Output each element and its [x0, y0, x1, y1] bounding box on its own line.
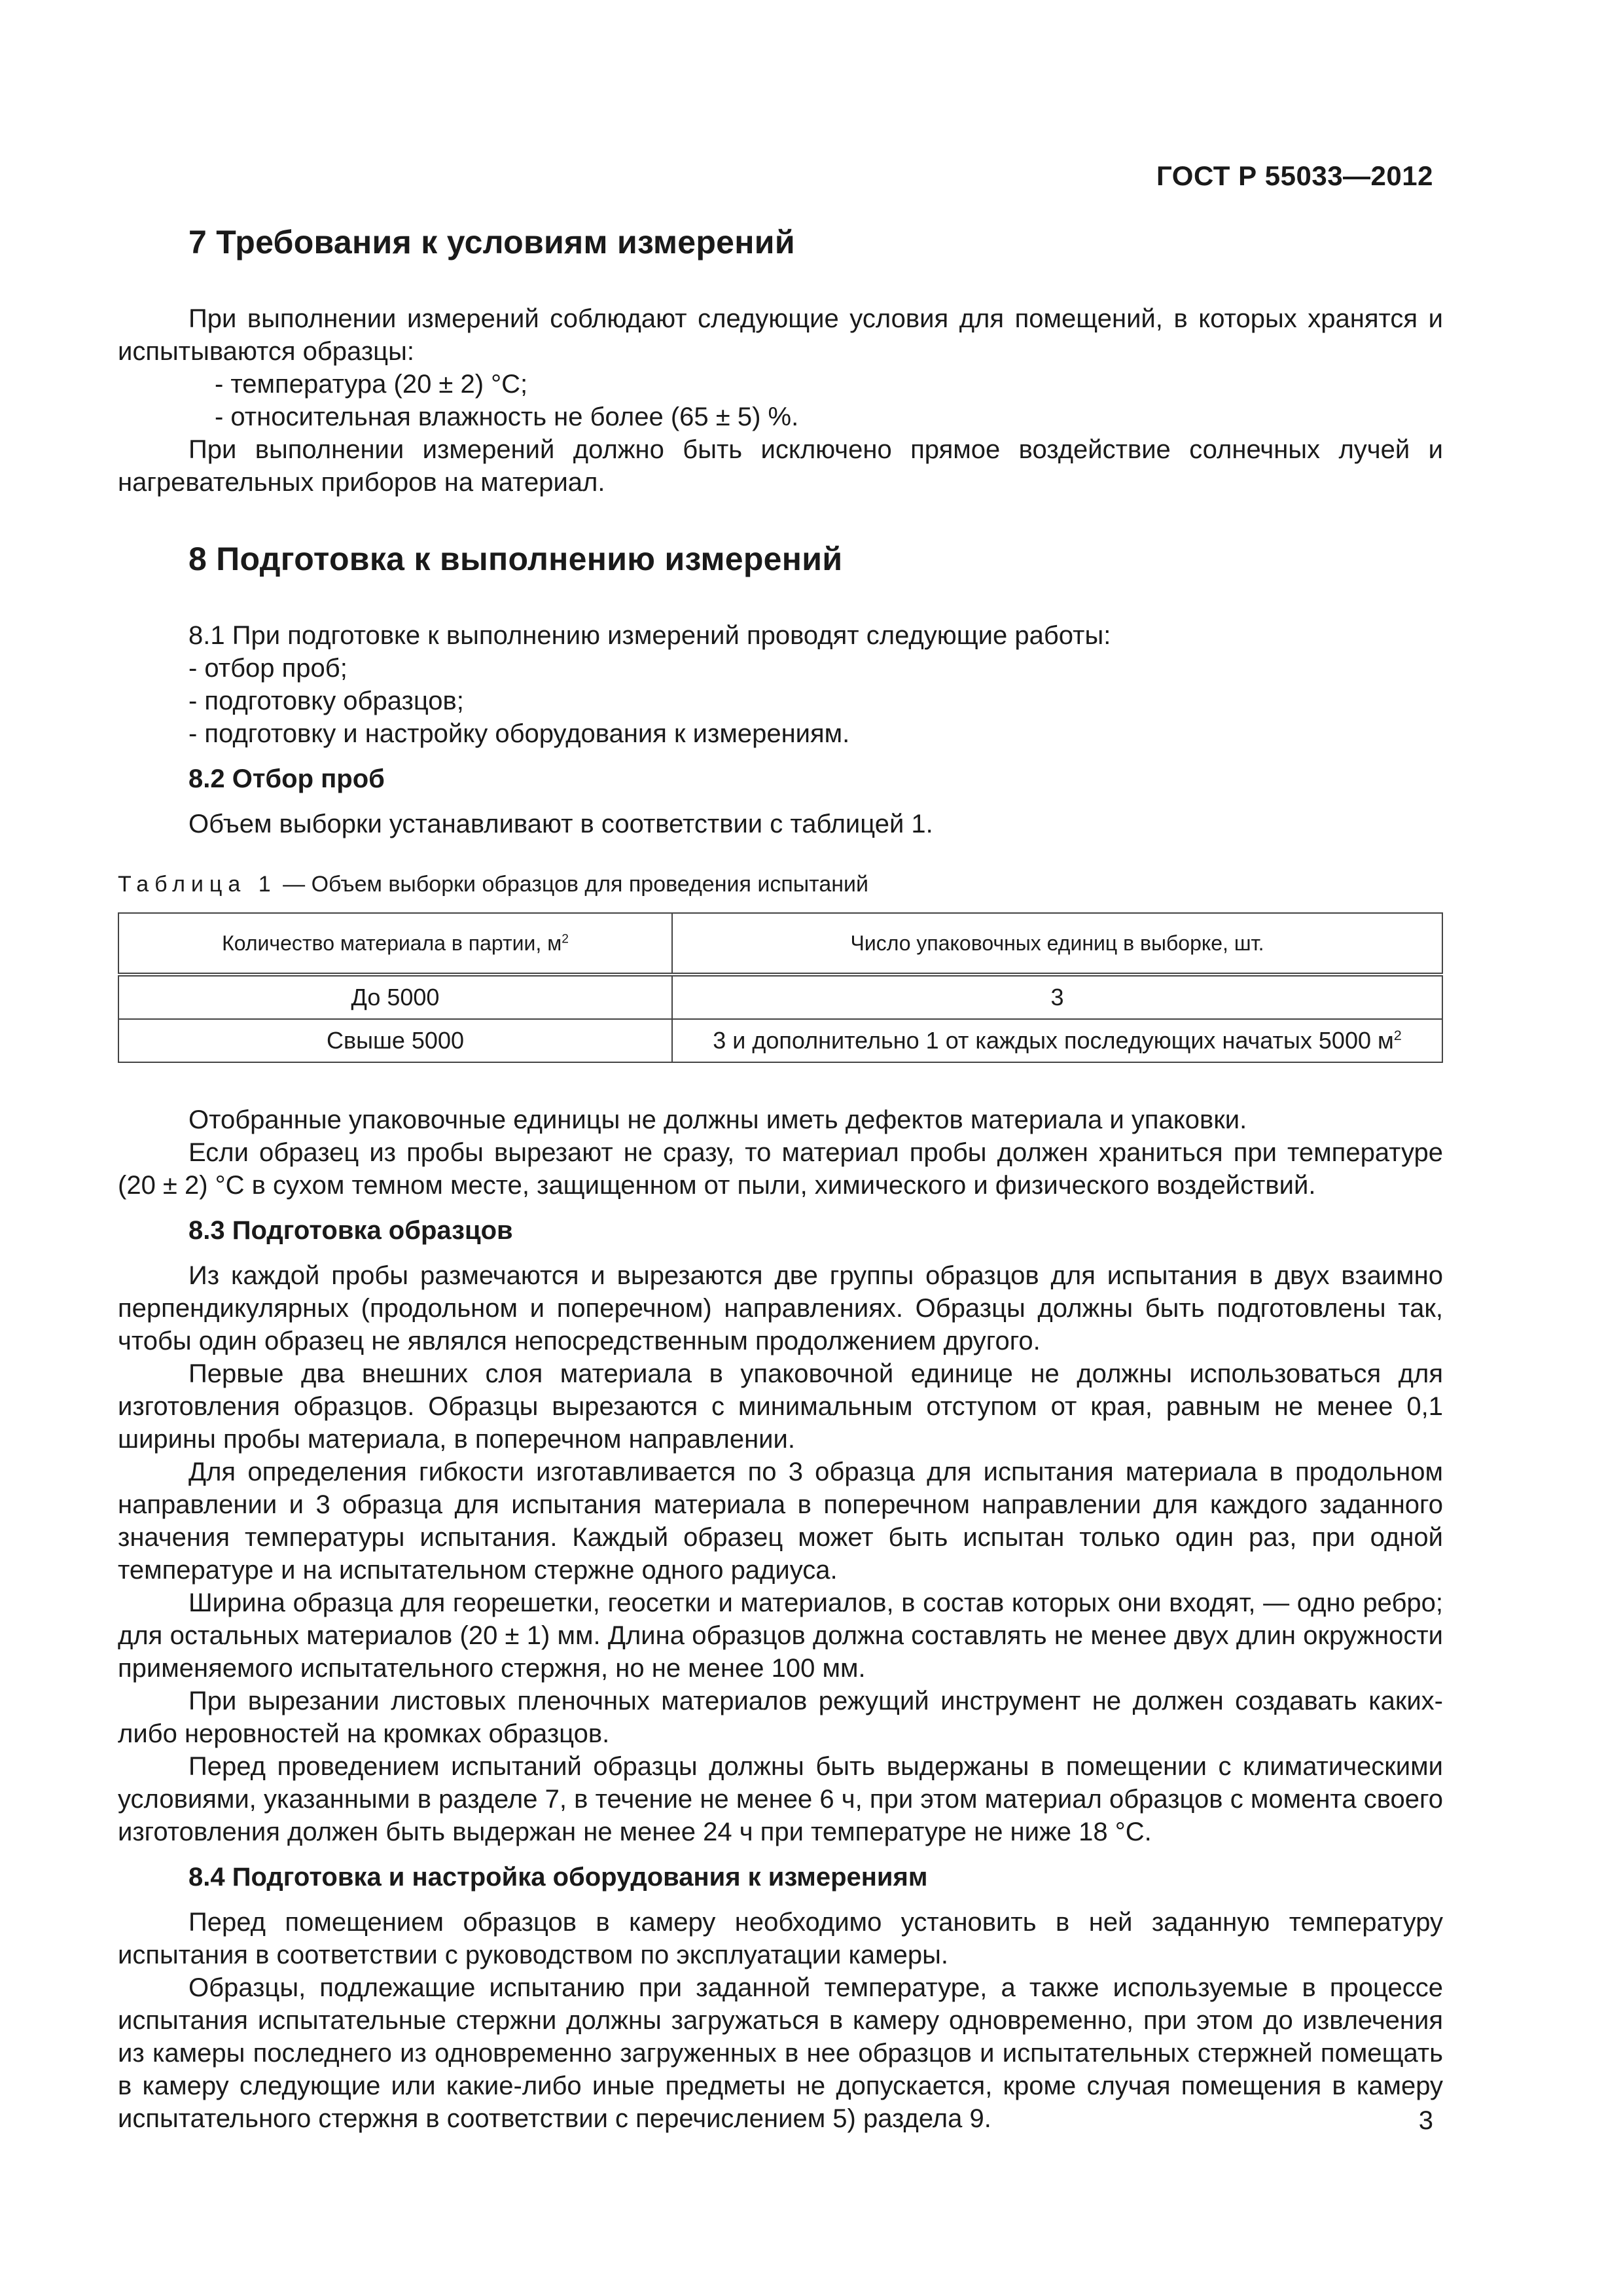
condition-temperature: - температура (20 ± 2) °С;	[215, 370, 528, 399]
table-caption	[118, 868, 1443, 901]
paragraph: Первые два внешних слоя материала в упаковочной единице не должны использоваться для изготовления образцов. Образцы вырезаются с минимальным отступом от края, равным не менее 0,1 ширины пробы материала, в поперечном направлении.	[118, 1359, 1443, 1454]
table-cell: 3 и дополнительно 1 от каждых последующих начатых 5000 $м^2$	[672, 1019, 1442, 1062]
table-caption-text: — Объем выборки образцов для проведения испытаний	[276, 872, 869, 897]
paragraph: При вырезании листовых пленочных материалов режущий инструмент не должен создавать каких-либо неровностей на кромках образцов.	[118, 1687, 1443, 1748]
table-cell: До 5000	[118, 975, 672, 1019]
section-7-title: 7 Требования к условиям измерений	[188, 224, 795, 260]
paragraph: Отобранные упаковочные единицы не должны иметь дефектов материала и упаковки.	[188, 1105, 1247, 1134]
clause-8-1: 8.1 При подготовке к выполнению измерений проводят следующие работы:	[188, 621, 1111, 650]
paragraph: Ширина образца для георешетки, геосетки и материалов, в состав которых они входят, — одно ребро; для остальных материалов (20 ± 1) мм. Длина образцов должна составлять не менее двух длин окружности применяемого испытательного стержня, но не менее 100 мм.	[118, 1588, 1443, 1683]
section-8-title: 8 Подготовка к выполнению измерений	[188, 541, 843, 577]
table-caption-label: Таблица 1	[118, 872, 277, 897]
clause-8-2-heading: 8.2 Отбор проб	[188, 764, 385, 793]
document-body	[118, 223, 1443, 2135]
clause-8-3-heading: 8.3 Подготовка образцов	[188, 1216, 513, 1245]
section-7-note: При выполнении измерений должно быть исключено прямое воздействие солнечных лучей и нагревательных приборов на материал.	[118, 435, 1443, 497]
section-7-intro: При выполнении измерений соблюдают следующие условия для помещений, в которых хранятся и испытываются образцы:	[118, 304, 1443, 366]
list-item: - подготовку и настройку оборудования к измерениям.	[188, 719, 850, 748]
table-row	[118, 975, 1442, 1019]
table-header-cell: Количество материала в партии, $м^2$	[118, 913, 672, 975]
paragraph: Образцы, подлежащие испытанию при заданной температуре, а также используемые в процессе испытания испытательные стержни должны загружаться в камеру одновременно, при этом до извлечения из камеры последнего из одновременно загруженных в нее образцов и испытательных стержней помещать в камеру следующие или какие-либо иные предметы не допускается, кроме случая помещения в камеру испытательного стержня в соответствии с перечислением 5) раздела 9.	[118, 1973, 1443, 2133]
list-item: - отбор проб;	[188, 654, 348, 683]
document-code: ГОСТ Р 55033—2012	[1156, 160, 1433, 191]
paragraph: Если образец из пробы вырезают не сразу, то материал пробы должен храниться при температуре (20 ± 2) °С в сухом темном месте, защищенном от пыли, химического и физического воздействий.	[118, 1138, 1443, 1200]
paragraph: Перед проведением испытаний образцы должны быть выдержаны в помещении с климатическими условиями, указанными в разделе 7, в течение не менее 6 ч, при этом материал образцов с момента своего изготовления должен быть выдержан не менее 24 ч при температуре не ниже 18 °С.	[118, 1752, 1443, 1846]
page-number: 3	[1418, 2106, 1433, 2135]
clause-8-4-heading: 8.4 Подготовка и настройка оборудования к измерениям	[188, 1863, 928, 1892]
clause-8-2-text: Объем выборки устанавливают в соответствии с таблицей 1.	[188, 810, 933, 838]
list-item: - подготовку образцов;	[188, 687, 464, 715]
paragraph: Для определения гибкости изготавливается по 3 образца для испытания материала в продольном направлении и 3 образца для испытания материала в поперечном направлении для каждого заданного значения температуры испытания. Каждый образец может быть испытан только один раз, при одной температуре и на испытательном стержне одного радиуса.	[118, 1458, 1443, 1585]
table-header-cell: Число упаковочных единиц в выборке, шт.	[672, 913, 1442, 975]
table-cell: Свыше 5000	[118, 1019, 672, 1062]
table-cell: 3	[672, 975, 1442, 1019]
paragraph: Перед помещением образцов в камеру необходимо установить в ней заданную температуру испытания в соответствии с руководством по эксплуатации камеры.	[118, 1908, 1443, 1969]
condition-humidity: - относительная влажность не более (65 ± 5) %.	[215, 403, 799, 431]
sample-volume-table	[118, 912, 1443, 1063]
table-header-row	[118, 913, 1442, 975]
table-row	[118, 1019, 1442, 1062]
paragraph: Из каждой пробы размечаются и вырезаются две группы образцов для испытания в двух взаимно перпендикулярных (продольном и поперечном) направлениях. Образцы должны быть подготовлены так, чтобы один образец не являлся непосредственным продолжением другого.	[118, 1261, 1443, 1355]
